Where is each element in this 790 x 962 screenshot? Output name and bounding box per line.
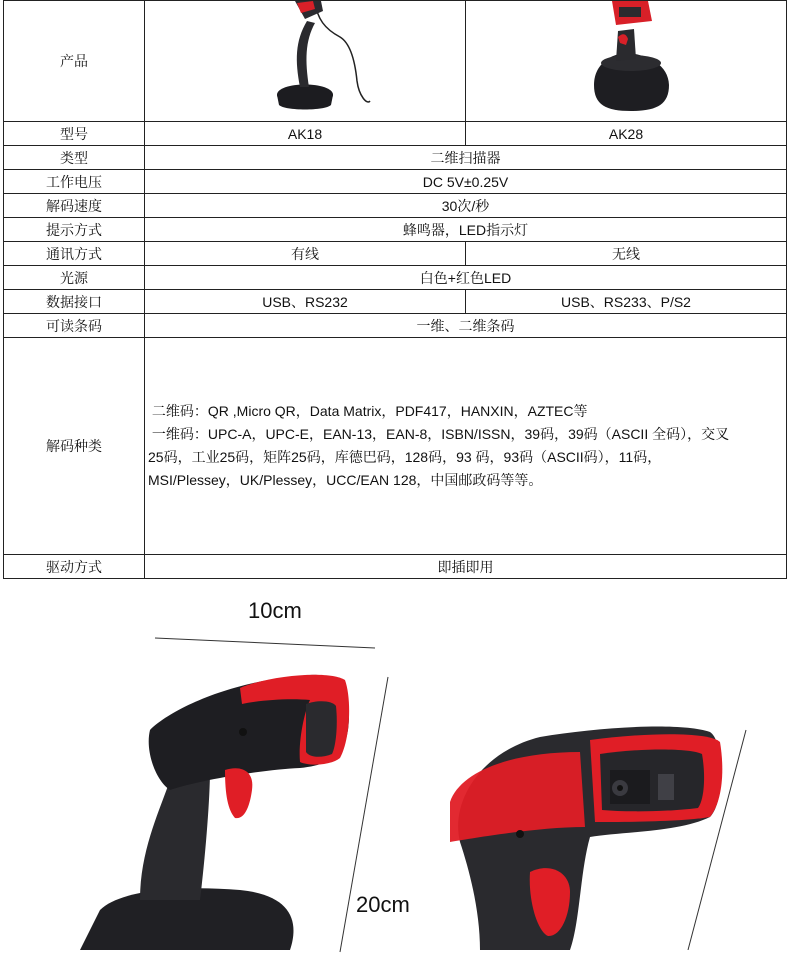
spec-label: 解码速度 bbox=[4, 194, 145, 218]
spec-row-interface bbox=[4, 290, 787, 314]
spec-label: 型号 bbox=[4, 122, 145, 146]
spec-label: 可读条码 bbox=[4, 314, 145, 338]
spec-value: 二维扫描器 bbox=[145, 146, 787, 170]
spec-row-voltage bbox=[4, 170, 787, 194]
width-dimension-line bbox=[150, 632, 380, 652]
decode-types-line: 二维码：QR ,Micro QR，Data Matrix，PDF417，HANXIN，AZTEC等 bbox=[148, 403, 588, 419]
spec-value-ak18: USB、RS232 bbox=[145, 290, 466, 314]
height-dimension-label: 20cm bbox=[356, 892, 410, 917]
spec-value: 30次/秒 bbox=[145, 194, 787, 218]
spec-label: 数据接口 bbox=[4, 290, 145, 314]
spec-value-ak18: AK18 bbox=[145, 122, 466, 146]
decode-types-cell bbox=[145, 338, 787, 555]
spec-label: 提示方式 bbox=[4, 218, 145, 242]
product-label: 产品 bbox=[4, 1, 145, 122]
ak18-image-cell bbox=[145, 1, 466, 122]
dimensions-figure bbox=[0, 592, 790, 950]
spec-row-light bbox=[4, 266, 787, 290]
spec-value: 即插即用 bbox=[145, 555, 787, 579]
spec-row-readable bbox=[4, 314, 787, 338]
spec-value: 一维、二维条码 bbox=[145, 314, 787, 338]
spec-table bbox=[3, 0, 787, 579]
spec-row-model bbox=[4, 122, 787, 146]
spec-row-communication bbox=[4, 242, 787, 266]
width-dimension-label: 10cm bbox=[248, 598, 302, 623]
spec-label: 解码种类 bbox=[4, 338, 145, 555]
spec-row-driver bbox=[4, 555, 787, 579]
spec-value-ak18: 有线 bbox=[145, 242, 466, 266]
ak28-height-dimension-line bbox=[680, 722, 760, 950]
ak28-image-cell bbox=[466, 1, 787, 122]
spec-label: 工作电压 bbox=[4, 170, 145, 194]
spec-label: 通讯方式 bbox=[4, 242, 145, 266]
product-row bbox=[4, 1, 787, 122]
spec-row-type bbox=[4, 146, 787, 170]
spec-value: DC 5V±0.25V bbox=[145, 170, 787, 194]
spec-value-ak28: AK28 bbox=[466, 122, 787, 146]
spec-value: 蜂鸣器，LED指示灯 bbox=[145, 218, 787, 242]
spec-row-indicator bbox=[4, 218, 787, 242]
ak18-scanner-large-icon bbox=[60, 670, 360, 950]
decode-types-line: MSI/Plessey，UK/Plessey，UCC/EAN 128，中国邮政码等等。 bbox=[148, 472, 543, 488]
spec-label: 类型 bbox=[4, 146, 145, 170]
decode-types-line: 25码，工业25码，矩阵25码，库德巴码，128码，93 码，93码（ASCII码），11码， bbox=[148, 449, 662, 465]
ak18-scanner-image bbox=[145, 1, 465, 121]
spec-value-ak28: 无线 bbox=[466, 242, 787, 266]
spec-row-speed bbox=[4, 194, 787, 218]
spec-value-ak28: USB、RS233、P/S2 bbox=[466, 290, 787, 314]
ak28-scanner-image bbox=[466, 1, 786, 121]
decode-types-line: 一维码：UPC-A，UPC-E，EAN-13，EAN-8，ISBN/ISSN，39码，39码（ASCII 全码），交叉 bbox=[148, 426, 730, 442]
spec-row-decode-types bbox=[4, 338, 787, 555]
spec-value: 白色+红色LED bbox=[145, 266, 787, 290]
spec-label: 驱动方式 bbox=[4, 555, 145, 579]
spec-label: 光源 bbox=[4, 266, 145, 290]
